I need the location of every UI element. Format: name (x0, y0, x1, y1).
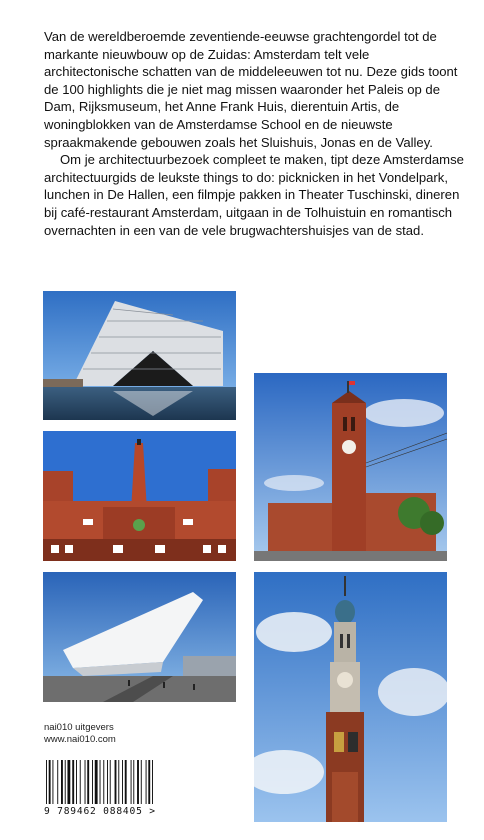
publisher-info (44, 722, 116, 746)
barcode-bar (52, 760, 53, 804)
photo-amsterdamse-school (43, 431, 236, 561)
photo-eye-filmmuseum (43, 572, 236, 702)
barcode-bar (95, 760, 98, 804)
barcode-bar (122, 760, 123, 804)
barcode-bar (61, 760, 63, 804)
publisher-website[interactable]: www.nai010.com (44, 734, 116, 745)
barcode-bar (87, 760, 89, 804)
barcode-bar (107, 760, 108, 804)
barcode-bar (46, 760, 47, 804)
barcode-bar (141, 760, 142, 804)
barcode-bar (115, 760, 117, 804)
barcode-bar (103, 760, 104, 804)
barcode-bar (65, 760, 66, 804)
barcode-bar (57, 760, 58, 804)
barcode-bar (80, 760, 81, 804)
barcode-bar (125, 760, 127, 804)
barcode-bar (72, 760, 74, 804)
barcode-bar (131, 760, 132, 804)
photo-beurs-van-berlage (254, 373, 447, 561)
barcode-bar (49, 760, 51, 804)
photo-sluishuis (43, 291, 236, 420)
barcode-bar (100, 760, 101, 804)
barcode-bar (85, 760, 86, 804)
barcode-bar (152, 760, 153, 804)
back-cover-blurb (44, 28, 464, 239)
barcode-bar (137, 760, 139, 804)
barcode-bar (148, 760, 150, 804)
isbn-number: 9 789462 088405 > (44, 806, 156, 817)
barcode-bar (118, 760, 119, 804)
barcode-bar (146, 760, 147, 804)
barcode-bar (110, 760, 111, 804)
barcode-bar (76, 760, 77, 804)
blurb-paragraph-2: Om je architectuurbezoek compleet te maken, tipt deze Amsterdamse architectuurgids de leukste things to do: picknicken in het Vondelpark, lunchen in De Hallen, een filmpje pakken in Theater Tuschinski, dineren bij café-restaurant Amsterdam, uitgaan in de Tolhuistuin en romantisch overnachten in een van de vele brugwachtershuisjes van de stad. (44, 152, 464, 238)
publisher-name: nai010 uitgevers (44, 722, 114, 733)
barcode-bar (133, 760, 134, 804)
blurb-paragraph-1: Van de wereldberoemde zeventiende-eeuwse grachtengordel tot de markante nieuwbouw op de Zuidas: Amsterdam telt vele architectonische schatten van de middeleeuwen tot nu. Deze gids toont de 100 highlights die je niet mag missen waaronder het Paleis op de Dam, Rijksmuseum, het Anne Frank Huis, dierentuin Artis, de woningblokken van de Amsterdamse School en de nieuwste spraakmakende gebouwen zoals het Sluishuis, Jonas en de Valley. (44, 29, 458, 150)
barcode-bar (92, 760, 93, 804)
barcode-bar (67, 760, 70, 804)
photo-westertoren (254, 572, 447, 822)
